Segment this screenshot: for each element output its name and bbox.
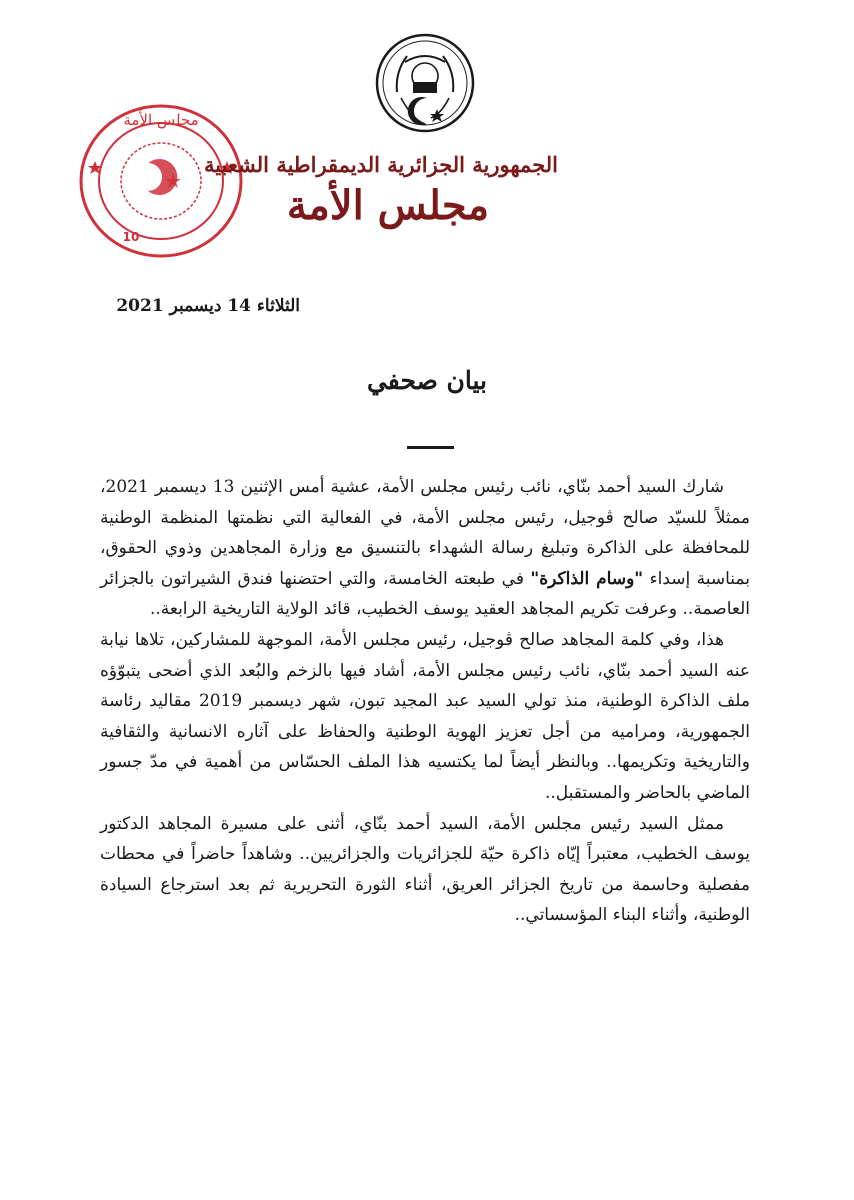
council-name: مجلس الأمة [286,182,490,229]
svg-text:10: 10 [122,230,140,244]
state-emblem-icon [375,32,475,134]
page-title: بيان صحفي [366,366,488,395]
press-release-body [100,472,750,931]
paragraph-2: هذا، وفي كلمة المجاهد صالح ڤوجيل، رئيس مجلس الأمة، الموجهة للمشاركين، تلاها نيابة عنه السيد أحمد بنّاي، نائب رئيس مجلس الأمة، أشاد فيها بالزخم والبُعد الذي أضحى يتبوّؤه ملف الذاكرة الوطنية، منذ تولي السيد عبد المجيد تبون، شهر ديسمبر 2019 مقاليد رئاسة الجمهورية، ومراميه من أجل تعزيز الهوية الوطنية والحفاظ على آثاره الانسانية والثقافية والتاريخية وتكريمها.. وبالنظر أيضاً لما يكتسيه هذا الملف الحسّاس من أهمية في مدّ جسور الماضي بالحاضر والمستقبل.. [100,629,750,803]
svg-text:مجلس الأمة: مجلس الأمة [123,111,199,129]
document-date: الثلاثاء 14 ديسمبر 2021 [116,296,300,316]
medal-name: "وسام الذاكرة" [530,568,644,589]
letterhead [203,150,558,232]
paragraph-1: شارك السيد أحمد بنّاي، نائب رئيس مجلس الأمة، عشية أمس الإثنين 13 ديسمبر 2021، ممثلاً للسيّد صالح ڤوجيل، رئيس مجلس الأمة، في الفعالية التي نظمتها المنظمة الوطنية للمحافظة على الذاكرة وتبليغ رسالة الشهداء بالتنسيق مع وزارة المجاهدين وذوي الحقوق، بمناسبة إسداء "وسام الذاكرة" في طبعته الخامسة، والتي احتضنها فندق الشيراتون بالجزائر العاصمة.. وعرفت تكريم المجاهد العقيد يوسف الخطيب، قائد الولاية التاريخية الرابعة.. [100,477,750,620]
paragraph-3: ممثل السيد رئيس مجلس الأمة، السيد أحمد بنّاي، أثنى على مسيرة المجاهد الدكتور يوسف الخطيب، معتبراً إيّاه ذاكرة حيّة للجزائريات والجزائريين.. وشاهداً حاضراً في محطات مفصلية وحاسمة من تاريخ الجزائر العريق، أثناء الثورة التحريرية ثم بعد استرجاع السيادة الوطنية، وأثناء البناء المؤسساتي.. [100,813,750,926]
republic-name: الجمهورية الجزائرية الديمقراطية الشعبية [203,152,558,177]
title-divider [407,446,454,449]
